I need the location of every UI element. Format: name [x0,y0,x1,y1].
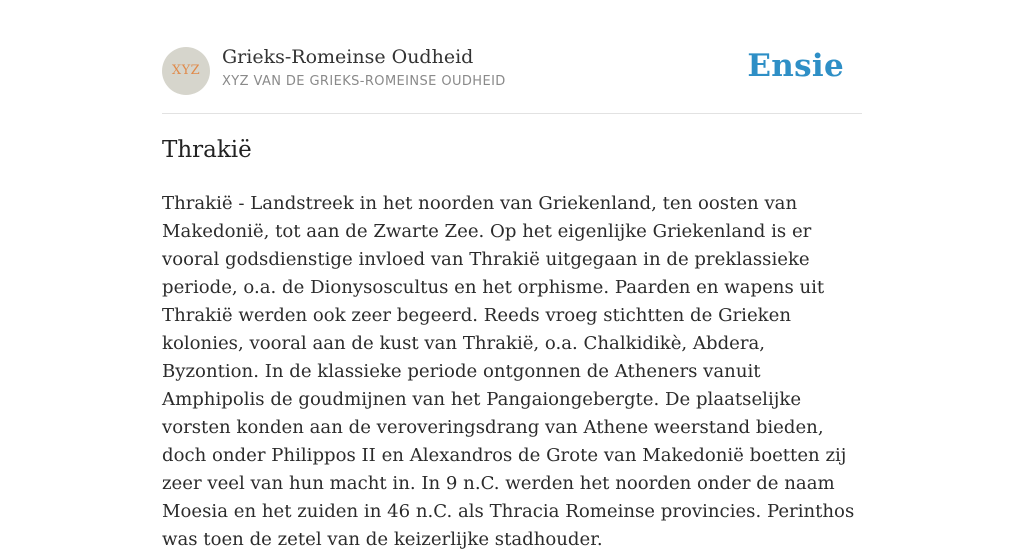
ensie-logo[interactable]: Ensie [747,48,844,84]
header [162,46,862,96]
article-body: Thrakië - Landstreek in het noorden van Griekenland, ten oosten van Makedonië, tot aan de Zwarte Zee. Op het eigenlijke Griekenland is er vooral godsdienstige invloed van Thrakië uitgegaan in de preklassieke periode, o.a. de Dionysoscultus en het orphisme. Paarden en wapens uit Thrakië werden ook zeer begeerd. Reeds vroeg stichtten de Grieken kolonies, vooral aan de kust van Thrakië, o.a. Chalkidikè, Abdera, Byzontion. In de klassieke periode ontgonnen de Atheners vanuit Amphipolis de goudmijnen van het Pangaiongebergte. De plaatselijke vorsten konden aan de veroveringsdrang van Athene weerstand bieden, doch onder Philippos II en Alexandros de Grote van Makedonië boetten zij zeer veel van hun macht in. In 9 n.C. werden het noorden onder de naam Moesia en het zuiden in 46 n.C. als Thracia Romeinse provincies. Perinthos was toen de zetel van de keizerlijke stadhouder. [162,193,855,550]
source-subtitle: XYZ VAN DE GRIEKS-ROMEINSE OUDHEID [222,74,506,89]
source-avatar[interactable]: XYZ [162,47,210,95]
divider [162,113,862,114]
article-title: Thrakië [162,137,252,163]
source-title[interactable]: Grieks-Romeinse Oudheid [222,46,474,68]
